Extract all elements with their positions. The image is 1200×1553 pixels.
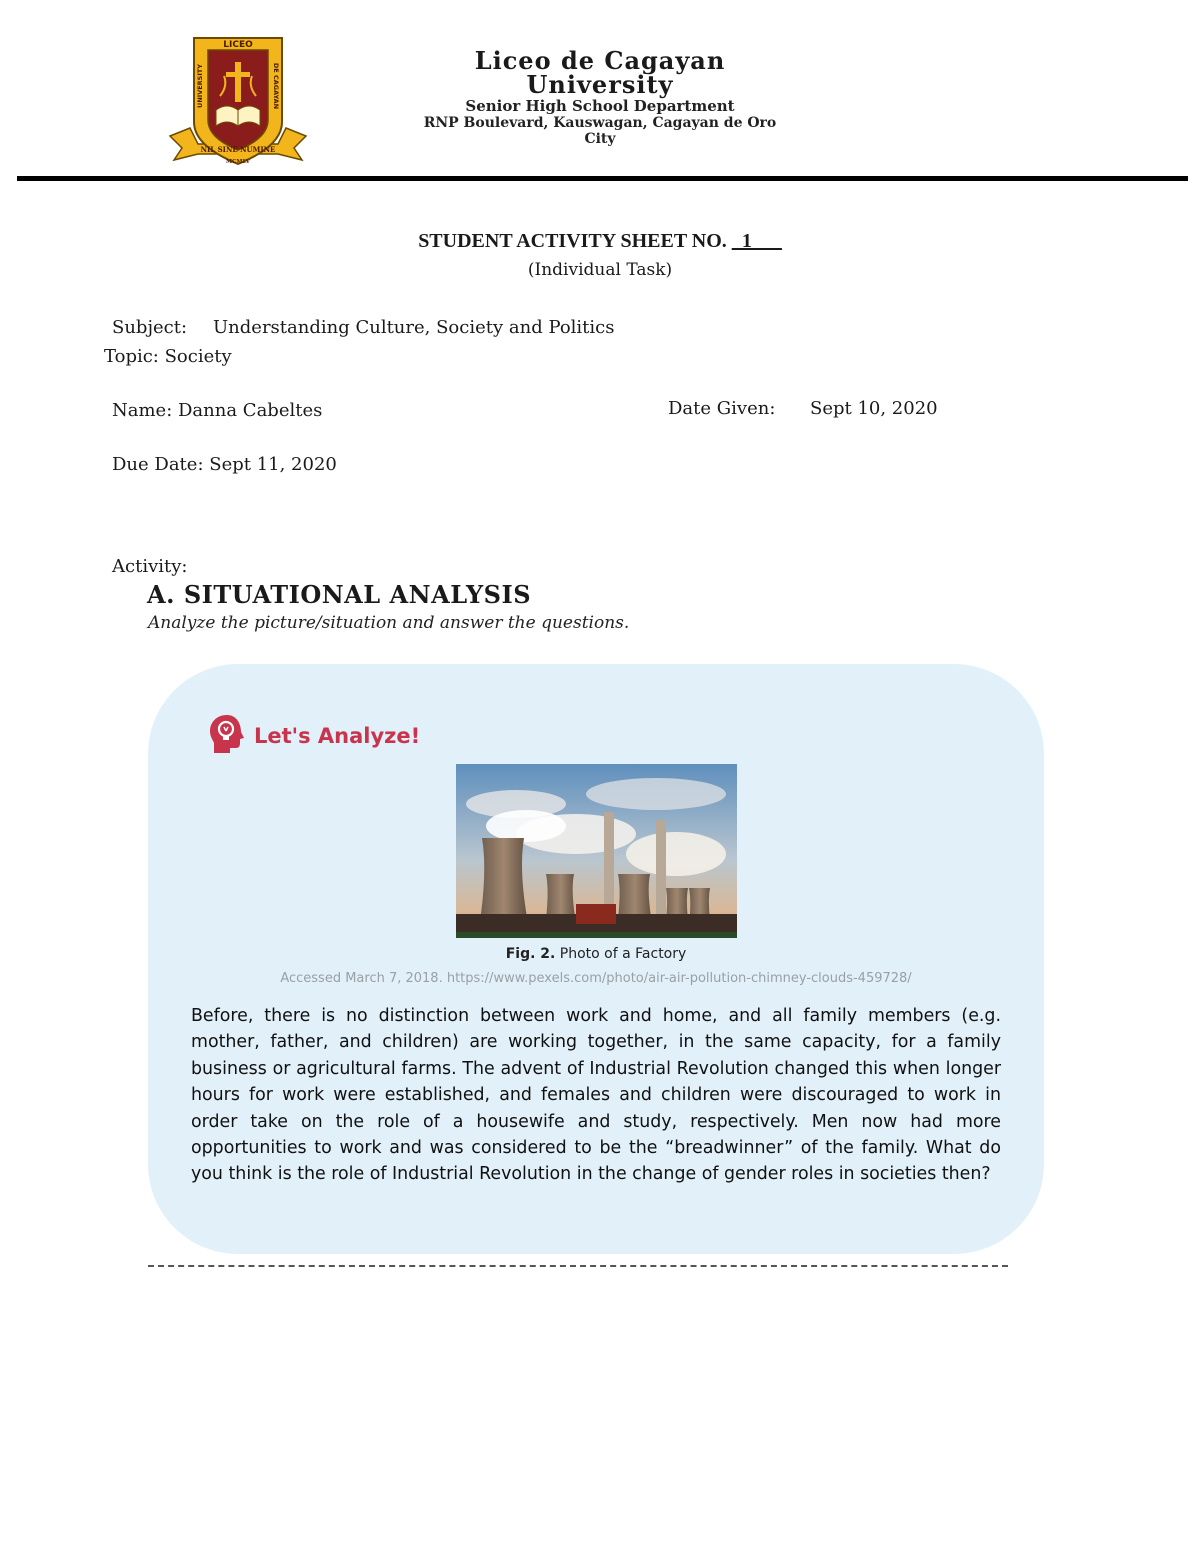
student-name-field: Name: Danna Cabeltes (112, 400, 323, 421)
university-seal-logo (168, 36, 308, 168)
sheet-subtitle: (Individual Task) (527, 260, 673, 280)
section-instruction: Analyze the picture/situation and answer the questions. (148, 613, 630, 633)
sheet-number: _1___ (731, 230, 782, 252)
seal-motto-text: NIL SINE NUMINE (200, 145, 276, 154)
analysis-paragraph: Before, there is no distinction between work and home, and all family members (e.g. mother, father, and children) are working together, in the same capacity, for a family business or agricultural farms. The advent of Industrial Revolution changed this when longer hours for work were established, and females and children were discouraged to work in order take on the role of a housewife and study, respectively. Men now had more opportunities to work and was considered to be the “breadwinner” of the family. What do you think is the role of Industrial Revolution in the change of gender roles in societies then? (191, 1006, 1001, 1185)
answer-divider (148, 1265, 1008, 1267)
card-title: Let's Analyze! (254, 724, 421, 748)
subject-value: Understanding Culture, Society and Politics (213, 317, 615, 338)
university-name-line1: Liceo de Cagayan (474, 46, 726, 75)
sheet-title-prefix: STUDENT ACTIVITY SHEET NO. (418, 230, 732, 252)
figure-source: Accessed March 7, 2018. https://www.pexels.com/photo/air-air-pollution-chimney-clouds-459728/ (280, 971, 912, 986)
section-title: A. SITUATIONAL ANALYSIS (147, 580, 532, 609)
activity-label: Activity: (112, 556, 188, 577)
sheet-title (0, 230, 1200, 253)
head-lightbulb-icon (208, 713, 246, 755)
date-given-value: Sept 10, 2020 (810, 398, 938, 419)
seal-right-text: DE CAGAYAN (272, 62, 280, 110)
department-name: Senior High School Department (465, 97, 735, 115)
figure-caption (300, 946, 892, 962)
subject-label: Subject: (112, 317, 188, 338)
topic-field: Topic: Society (104, 346, 232, 367)
date-given-label: Date Given: (668, 398, 776, 419)
factory-photo (456, 764, 737, 938)
due-date-field: Due Date: Sept 11, 2020 (112, 454, 337, 475)
figure-caption-text: Photo of a Factory (555, 946, 687, 962)
address-line1: RNP Boulevard, Kauswagan, Cagayan de Oro (423, 115, 777, 131)
seal-year-text: MCMLV (225, 159, 251, 165)
seal-left-text: UNIVERSITY (196, 64, 204, 108)
seal-top-text: LICEO (223, 40, 253, 50)
figure-label: Fig. 2. (505, 946, 556, 962)
university-name-line2: University (526, 70, 674, 99)
address-line2: City (584, 131, 616, 147)
header-divider (17, 176, 1188, 181)
